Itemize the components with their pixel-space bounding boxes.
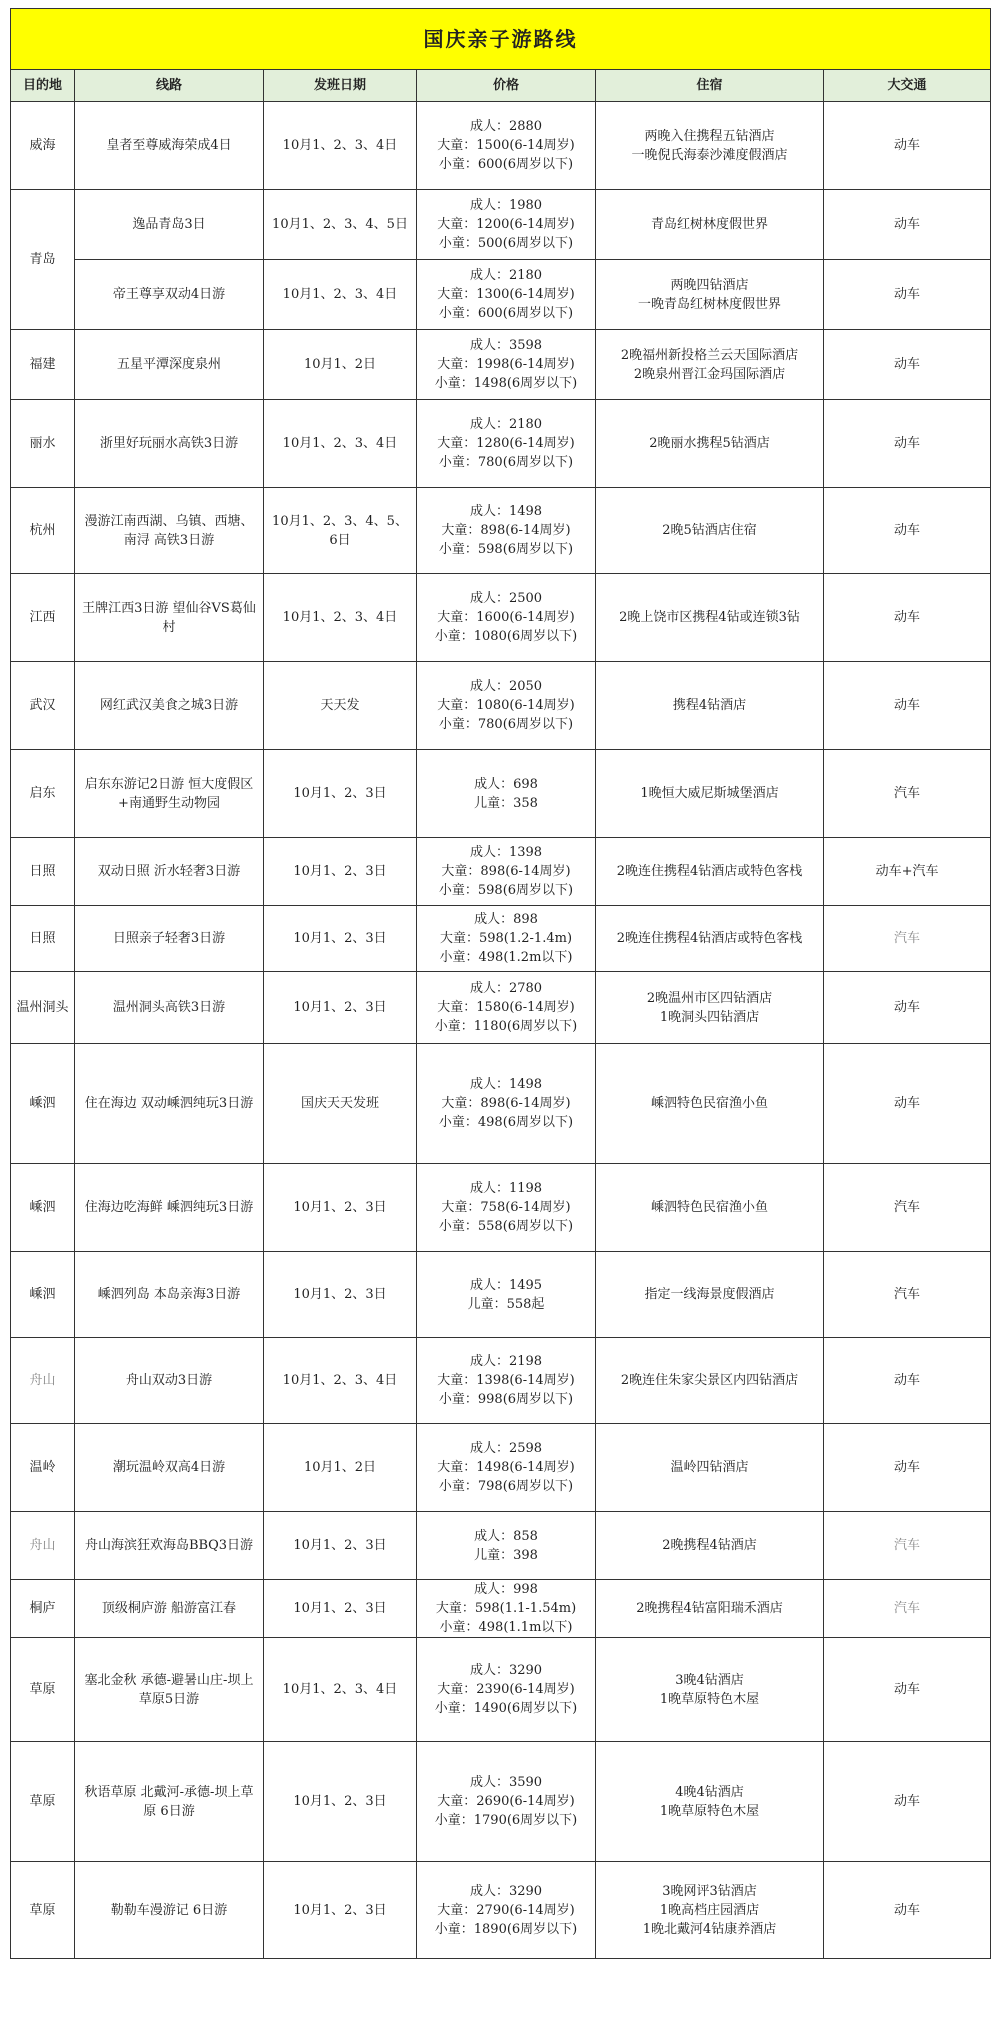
hotel-cell (596, 972, 824, 1044)
table-row (11, 1512, 991, 1580)
price-cell (417, 750, 596, 838)
price-cell (417, 662, 596, 750)
route-cell: 漫游江南西湖、乌镇、西塘、南浔 高铁3日游 (75, 488, 264, 574)
hotel-cell (596, 1044, 824, 1164)
dates-cell: 国庆天天发班 (264, 1044, 417, 1164)
table-row (11, 1638, 991, 1742)
price-line: 成人：1495 (469, 1277, 543, 1293)
price-line: 小童：1080(6周岁以下) (434, 629, 578, 644)
price-line: 成人：1980 (469, 198, 543, 213)
dates-cell: 10月1、2、3、4日 (264, 400, 417, 488)
price-line: 小童：798(6周岁以下) (438, 1479, 574, 1494)
header-transport: 大交通 (824, 70, 991, 102)
price-line: 成人：2880 (469, 119, 543, 134)
price-cell (417, 102, 596, 190)
route-cell: 浙里好玩丽水高铁3日游 (75, 400, 264, 488)
transport-cell: 汽车 (824, 1512, 991, 1580)
transport-cell: 动车 (824, 662, 991, 750)
transport-cell: 汽车 (824, 1252, 991, 1338)
hotel-cell (596, 574, 824, 662)
price-line: 大童：2690(6-14周岁) (437, 1794, 575, 1809)
header-dates: 发班日期 (264, 70, 417, 102)
transport-cell: 动车 (824, 1338, 991, 1424)
hotel-cell (596, 260, 824, 330)
header-destination: 目的地 (11, 70, 75, 102)
destination-cell: 启东 (11, 750, 75, 838)
transport-cell: 动车 (824, 972, 991, 1044)
destination-cell: 日照 (11, 838, 75, 906)
price-cell (417, 1862, 596, 1959)
price-line: 小童：1498(6周岁以下) (434, 376, 578, 391)
table-row (11, 838, 991, 906)
price-line: 儿童：358 (474, 795, 538, 811)
hotel-cell (596, 488, 824, 574)
price-line: 成人：858 (474, 1528, 538, 1544)
table-row (11, 750, 991, 838)
route-cell: 潮玩温岭双高4日游 (75, 1424, 264, 1512)
transport-cell: 动车 (824, 1044, 991, 1164)
price-line: 大童：2390(6-14周岁) (437, 1682, 575, 1697)
dates-cell: 10月1、2、3、4日 (264, 260, 417, 330)
dates-cell: 10月1、2、3日 (264, 1580, 417, 1638)
table-body (11, 102, 991, 1959)
hotel-cell (596, 1862, 824, 1959)
price-line: 成人：2050 (469, 679, 543, 694)
transport-cell: 动车 (824, 1638, 991, 1742)
price-line: 成人：1498 (469, 504, 543, 519)
dates-cell: 10月1、2、3日 (264, 1862, 417, 1959)
dates-cell: 10月1、2、3日 (264, 1742, 417, 1862)
hotel-line: 2晚泉州晋江金玛国际酒店 (633, 366, 786, 382)
price-line: 大童：2790(6-14周岁) (437, 1902, 575, 1918)
hotel-line: 2晚福州新投格兰云天国际酒店 (620, 347, 799, 363)
hotel-line: 2晚连住携程4钻酒店或特色客栈 (616, 864, 803, 879)
table-row (11, 1164, 991, 1252)
price-line: 成人：3290 (469, 1883, 543, 1899)
destination-cell: 武汉 (11, 662, 75, 750)
hotel-line: 指定一线海景度假酒店 (644, 1287, 775, 1302)
price-line: 小童：998(6周岁以下) (438, 1392, 574, 1407)
price-line: 大童：898(6-14周岁) (441, 523, 571, 538)
price-cell (417, 1338, 596, 1424)
price-line: 大童：758(6-14周岁) (441, 1200, 571, 1215)
hotel-line: 一晚青岛红树林度假世界 (637, 296, 781, 312)
price-line: 成人：2180 (469, 268, 543, 283)
price-line: 小童：598(6周岁以下) (438, 542, 574, 557)
table-row (11, 1338, 991, 1424)
route-cell: 启东东游记2日游 恒大度假区+南通野生动物园 (75, 750, 264, 838)
dates-cell: 10月1、2、3、4日 (264, 1638, 417, 1742)
itinerary-table (10, 8, 991, 1959)
price-line: 小童：498(6周岁以下) (438, 1115, 574, 1130)
table-row (11, 1424, 991, 1512)
destination-cell: 草原 (11, 1862, 75, 1959)
destination-cell: 桐庐 (11, 1580, 75, 1638)
price-cell (417, 1580, 596, 1638)
hotel-cell (596, 330, 824, 400)
dates-cell: 10月1、2、3日 (264, 1164, 417, 1252)
hotel-line: 两晚四钻酒店 (670, 277, 749, 293)
price-cell (417, 1512, 596, 1580)
hotel-line: 温岭四钻酒店 (670, 1460, 749, 1475)
table-row (11, 102, 991, 190)
transport-cell: 动车 (824, 102, 991, 190)
dates-cell: 10月1、2日 (264, 330, 417, 400)
destination-cell: 温州洞头 (11, 972, 75, 1044)
price-line: 小童：1180(6周岁以下) (434, 1019, 578, 1034)
hotel-cell (596, 102, 824, 190)
route-cell: 舟山海滨狂欢海岛BBQ3日游 (75, 1512, 264, 1580)
hotel-line: 2晚携程4钻酒店 (662, 1538, 757, 1553)
destination-cell: 威海 (11, 102, 75, 190)
hotel-cell (596, 1512, 824, 1580)
route-cell: 住海边吃海鲜 嵊泗纯玩3日游 (75, 1164, 264, 1252)
price-line: 大童：1500(6-14周岁) (437, 138, 575, 153)
price-line: 小童：498(1.1m以下) (439, 1620, 573, 1635)
price-line: 大童：1498(6-14周岁) (437, 1460, 575, 1475)
price-line: 成人：2180 (469, 417, 543, 432)
price-cell (417, 1742, 596, 1862)
price-line: 大童：898(6-14周岁) (441, 1096, 571, 1111)
price-line: 成人：3590 (469, 1775, 543, 1790)
route-cell: 网红武汉美食之城3日游 (75, 662, 264, 750)
route-cell: 逸品青岛3日 (75, 190, 264, 260)
hotel-line: 嵊泗特色民宿渔小鱼 (650, 1200, 768, 1215)
table-row (11, 400, 991, 488)
price-line: 成人：2500 (469, 591, 543, 606)
destination-cell: 草原 (11, 1742, 75, 1862)
route-cell: 五星平潭深度泉州 (75, 330, 264, 400)
table-row (11, 488, 991, 574)
price-line: 成人：3290 (469, 1663, 543, 1678)
price-cell (417, 190, 596, 260)
hotel-line: 嵊泗特色民宿渔小鱼 (650, 1096, 768, 1111)
page-title: 国庆亲子游路线 (11, 9, 991, 70)
table-row (11, 1580, 991, 1638)
route-cell: 秋语草原 北戴河-承德-坝上草原 6日游 (75, 1742, 264, 1862)
destination-cell: 温岭 (11, 1424, 75, 1512)
transport-cell: 动车 (824, 1742, 991, 1862)
route-cell: 温州洞头高铁3日游 (75, 972, 264, 1044)
price-line: 小童：780(6周岁以下) (438, 717, 574, 732)
destination-cell: 杭州 (11, 488, 75, 574)
dates-cell: 10月1、2、3、4日 (264, 102, 417, 190)
route-cell: 顶级桐庐游 船游富江春 (75, 1580, 264, 1638)
table-row (11, 574, 991, 662)
transport-cell: 动车 (824, 1862, 991, 1959)
destination-cell: 舟山 (11, 1512, 75, 1580)
price-line: 小童：600(6周岁以下) (438, 157, 574, 172)
header-route: 线路 (75, 70, 264, 102)
dates-cell: 10月1、2、3、4、5日 (264, 190, 417, 260)
transport-cell: 汽车 (824, 1164, 991, 1252)
price-line: 成人：898 (474, 912, 538, 927)
price-cell (417, 400, 596, 488)
table-row (11, 972, 991, 1044)
hotel-line: 一晚倪氏海泰沙滩度假酒店 (631, 147, 788, 163)
destination-cell: 日照 (11, 906, 75, 972)
price-line: 大童：598(1.2-1.4m) (439, 931, 573, 946)
price-cell (417, 260, 596, 330)
hotel-cell (596, 1338, 824, 1424)
price-line: 小童：780(6周岁以下) (438, 455, 574, 470)
destination-cell: 嵊泗 (11, 1044, 75, 1164)
hotel-cell (596, 662, 824, 750)
transport-cell: 动车 (824, 400, 991, 488)
hotel-cell (596, 838, 824, 906)
dates-cell: 10月1、2、3、4日 (264, 1338, 417, 1424)
price-line: 大童：1200(6-14周岁) (437, 217, 575, 232)
itinerary-sheet (10, 8, 990, 1959)
price-line: 成人：2780 (469, 981, 543, 996)
price-line: 大童：1300(6-14周岁) (437, 287, 575, 302)
hotel-line: 1晚恒大威尼斯城堡酒店 (640, 786, 779, 801)
price-line: 成人：1398 (469, 845, 543, 860)
price-line: 大童：1998(6-14周岁) (437, 357, 575, 372)
hotel-line: 2晚丽水携程5钻酒店 (649, 436, 770, 451)
route-cell: 皇者至尊威海荣成4日 (75, 102, 264, 190)
price-line: 成人：1498 (469, 1077, 543, 1092)
price-cell (417, 488, 596, 574)
header-hotel: 住宿 (596, 70, 824, 102)
destination-cell: 嵊泗 (11, 1164, 75, 1252)
price-line: 小童：1890(6周岁以下) (434, 1921, 578, 1937)
destination-cell: 舟山 (11, 1338, 75, 1424)
hotel-line: 1晚草原特色木屋 (659, 1691, 760, 1707)
hotel-line: 2晚携程4钻富阳瑞禾酒店 (636, 1601, 783, 1616)
hotel-cell (596, 1638, 824, 1742)
table-row (11, 1742, 991, 1862)
price-line: 小童：1490(6周岁以下) (434, 1701, 578, 1716)
price-cell (417, 1638, 596, 1742)
hotel-line: 两晚入住携程五钻酒店 (644, 128, 775, 144)
price-line: 大童：1280(6-14周岁) (437, 436, 575, 451)
hotel-line: 3晚网评3钻酒店 (662, 1883, 757, 1899)
destination-cell: 丽水 (11, 400, 75, 488)
hotel-line: 2晚上饶市区携程4钻或连锁3钻 (619, 610, 800, 625)
price-line: 大童：598(1.1-1.54m) (435, 1601, 577, 1616)
hotel-cell (596, 190, 824, 260)
price-line: 大童：898(6-14周岁) (441, 864, 571, 879)
price-cell (417, 972, 596, 1044)
price-line: 大童：1600(6-14周岁) (437, 610, 575, 625)
table-row (11, 330, 991, 400)
hotel-cell (596, 400, 824, 488)
price-line: 成人：998 (474, 1582, 538, 1597)
dates-cell: 10月1、2、3日 (264, 906, 417, 972)
destination-cell: 江西 (11, 574, 75, 662)
price-cell (417, 838, 596, 906)
price-cell (417, 330, 596, 400)
transport-cell: 动车+汽车 (824, 838, 991, 906)
table-row (11, 1862, 991, 1959)
hotel-line: 1晚草原特色木屋 (659, 1803, 760, 1819)
transport-cell: 动车 (824, 330, 991, 400)
price-line: 儿童：398 (474, 1547, 538, 1563)
route-cell: 王牌江西3日游 望仙谷VS葛仙村 (75, 574, 264, 662)
dates-cell: 天天发 (264, 662, 417, 750)
destination-cell: 草原 (11, 1638, 75, 1742)
hotel-cell (596, 750, 824, 838)
transport-cell: 汽车 (824, 750, 991, 838)
table-row (11, 260, 991, 330)
transport-cell: 动车 (824, 488, 991, 574)
hotel-cell (596, 1252, 824, 1338)
dates-cell: 10月1、2、3日 (264, 750, 417, 838)
price-cell (417, 574, 596, 662)
dates-cell: 10月1、2、3日 (264, 972, 417, 1044)
table-row (11, 1044, 991, 1164)
price-line: 成人：2198 (469, 1354, 543, 1369)
hotel-line: 1晚高档庄园酒店 (659, 1902, 760, 1918)
hotel-line: 3晚4钻酒店 (675, 1672, 744, 1688)
price-cell (417, 906, 596, 972)
destination-cell: 福建 (11, 330, 75, 400)
price-line: 成人：2598 (469, 1441, 543, 1456)
price-line: 成人：3598 (469, 338, 543, 353)
route-cell: 勒勒车漫游记 6日游 (75, 1862, 264, 1959)
price-line: 小童：600(6周岁以下) (438, 306, 574, 321)
price-cell (417, 1252, 596, 1338)
hotel-cell (596, 1424, 824, 1512)
hotel-line: 2晚连住携程4钻酒店或特色客栈 (616, 931, 803, 946)
header-price: 价格 (417, 70, 596, 102)
price-line: 小童：498(1.2m以下) (439, 950, 573, 965)
price-line: 小童：1790(6周岁以下) (434, 1813, 578, 1828)
transport-cell: 汽车 (824, 1580, 991, 1638)
price-line: 大童：1580(6-14周岁) (437, 1000, 575, 1015)
destination-cell: 嵊泗 (11, 1252, 75, 1338)
price-line: 大童：1080(6-14周岁) (437, 698, 575, 713)
transport-cell: 汽车 (824, 906, 991, 972)
dates-cell: 10月1、2、3日 (264, 1252, 417, 1338)
hotel-cell (596, 1580, 824, 1638)
transport-cell: 动车 (824, 574, 991, 662)
hotel-cell (596, 1742, 824, 1862)
hotel-line: 2晚5钻酒店住宿 (662, 523, 757, 538)
transport-cell: 动车 (824, 190, 991, 260)
dates-cell: 10月1、2、3、4日 (264, 574, 417, 662)
transport-cell: 动车 (824, 260, 991, 330)
price-line: 小童：598(6周岁以下) (438, 883, 574, 898)
hotel-line: 1晚北戴河4钻康养酒店 (642, 1921, 777, 1937)
hotel-line: 青岛红树林度假世界 (650, 217, 768, 232)
route-cell: 日照亲子轻奢3日游 (75, 906, 264, 972)
table-row (11, 190, 991, 260)
price-line: 大童：1398(6-14周岁) (437, 1373, 575, 1388)
dates-cell: 10月1、2、3日 (264, 1512, 417, 1580)
price-line: 小童：500(6周岁以下) (438, 236, 574, 251)
dates-cell: 10月1、2日 (264, 1424, 417, 1512)
price-line: 儿童：558起 (467, 1296, 545, 1312)
hotel-line: 4晚4钻酒店 (675, 1784, 744, 1800)
price-line: 成人：1198 (469, 1181, 543, 1196)
route-cell: 双动日照 沂水轻奢3日游 (75, 838, 264, 906)
route-cell: 舟山双动3日游 (75, 1338, 264, 1424)
hotel-cell (596, 906, 824, 972)
table-row (11, 662, 991, 750)
table-row (11, 1252, 991, 1338)
header-row (11, 70, 991, 102)
hotel-line: 2晚温州市区四钻酒店 (646, 990, 773, 1006)
price-line: 成人：698 (474, 776, 538, 792)
route-cell: 帝王尊享双动4日游 (75, 260, 264, 330)
destination-cell: 青岛 (11, 190, 75, 330)
route-cell: 住在海边 双动嵊泗纯玩3日游 (75, 1044, 264, 1164)
hotel-cell (596, 1164, 824, 1252)
dates-cell: 10月1、2、3日 (264, 838, 417, 906)
hotel-line: 携程4钻酒店 (672, 698, 747, 713)
price-cell (417, 1044, 596, 1164)
transport-cell: 动车 (824, 1424, 991, 1512)
route-cell: 塞北金秋 承德-避暑山庄-坝上草原5日游 (75, 1638, 264, 1742)
price-line: 小童：558(6周岁以下) (438, 1219, 574, 1234)
hotel-line: 1晚洞头四钻酒店 (659, 1009, 760, 1025)
dates-cell: 10月1、2、3、4、5、6日 (264, 488, 417, 574)
route-cell: 嵊泗列岛 本岛亲海3日游 (75, 1252, 264, 1338)
price-cell (417, 1164, 596, 1252)
hotel-line: 2晚连住朱家尖景区内四钻酒店 (620, 1373, 799, 1388)
table-row (11, 906, 991, 972)
price-cell (417, 1424, 596, 1512)
